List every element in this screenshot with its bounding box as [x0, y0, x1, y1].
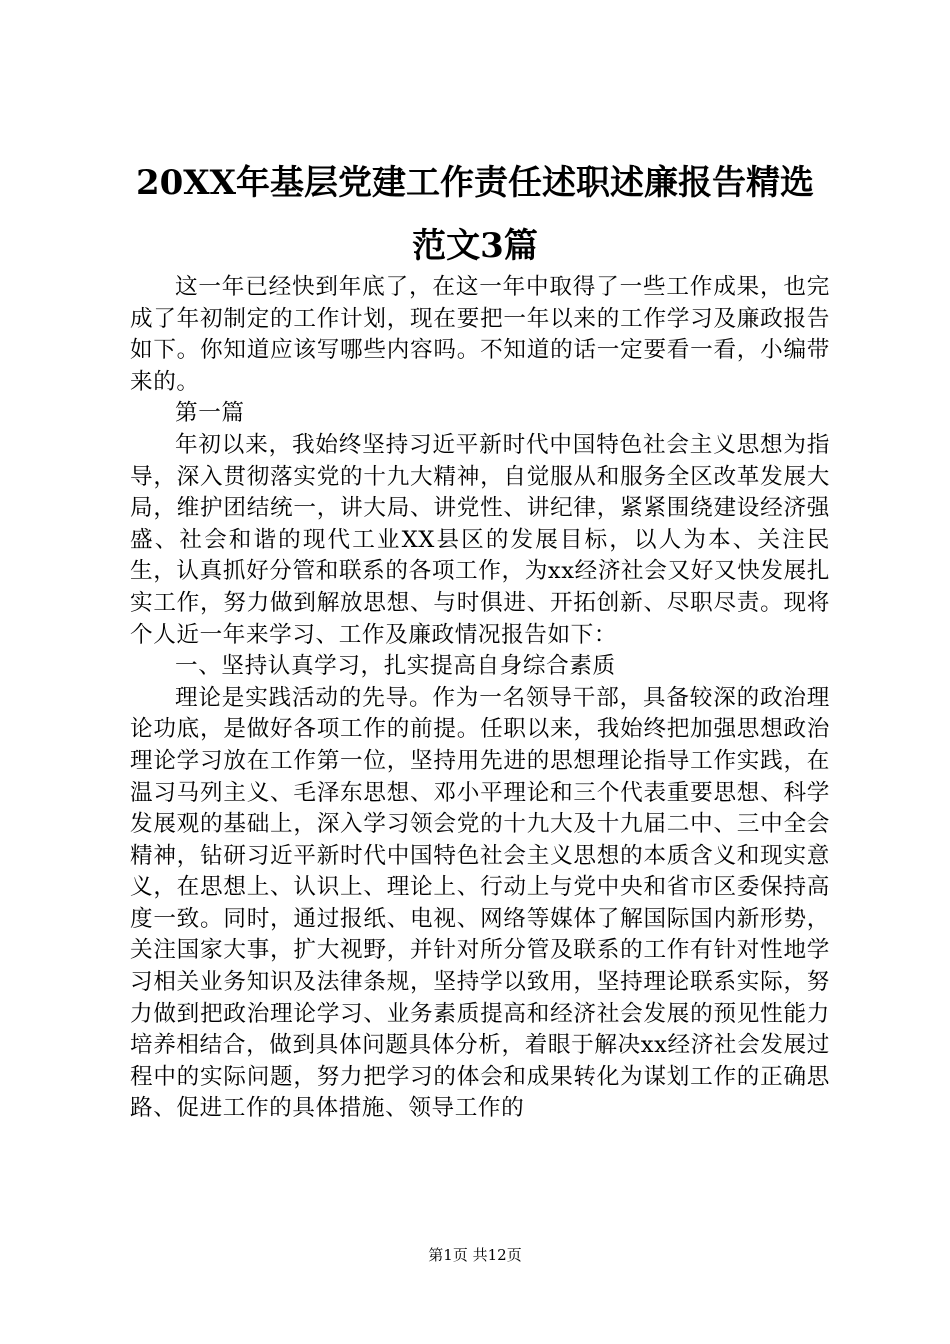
section-heading-first: 第一篇 [175, 400, 245, 427]
body-paragraph: 年初以来，我始终坚持习近平新时代中国特色社会主义思想为指导，深入贯彻落实党的十九大精神，自觉服从和服务全区改革发展大局，维护团结统一，讲大局、讲党性、讲纪律，紧紧围绕建设经济强盛、社会和谐的现代工业XX县区的发展目标，以人为本、关注民生，认真抓好分管和联系的各项工作，为xx经济社会又好又快发展扎实工作，努力做到解放思想、与时俱进、开拓创新、尽职尽责。现将个人近一年来学习、工作及廉政情况报告如下： [130, 431, 830, 648]
body-paragraph: 理论是实践活动的先导。作为一名领导干部，具备较深的政治理论功底，是做好各项工作的前提。任职以来，我始终把加强思想政治理论学习放在工作第一位，坚持用先进的思想理论指导工作实践，在温习马列主义、毛泽东思想、邓小平理论和三个代表重要思想、科学发展观的基础上，深入学习领会党的十九大及十九届二中、三中全会精神，钻研习近平新时代中国特色社会主义思想的本质含义和现实意义，在思想上、认识上、理论上、行动上与党中央和省市区委保持高度一致。同时，通过报纸、电视、网络等媒体了解国际国内新形势，关注国家大事，扩大视野，并针对所分管及联系的工作有针对性地学习相关业务知识及法律条规，坚持学以致用，坚持理论联系实际，努力做到把政治理论学习、业务素质提高和经济社会发展的预见性能力培养相结合，做到具体问题具体分析，着眼于解决xx经济社会发展过程中的实际问题，努力把学习的体会和成果转化为谋划工作的正确思路、促进工作的具体措施、领导工作的 [130, 684, 830, 1122]
document-body [130, 272, 830, 1125]
subsection-heading: 一、坚持认真学习，扎实提高自身综合素质 [175, 653, 616, 680]
document-title-line-2: 范文3篇 [412, 226, 538, 266]
intro-paragraph: 这一年已经快到年底了，在这一年中取得了一些工作成果，也完成了年初制定的工作计划，现在要把一年以来的工作学习及廉政报告如下。你知道应该写哪些内容吗。不知道的话一定要看一看，小编带来的。 [130, 274, 830, 395]
document-title-line-1: 20XX年基层党建工作责任述职述廉报告精选 [135, 163, 815, 203]
page-footer: 第1页 共12页 [428, 1246, 522, 1264]
